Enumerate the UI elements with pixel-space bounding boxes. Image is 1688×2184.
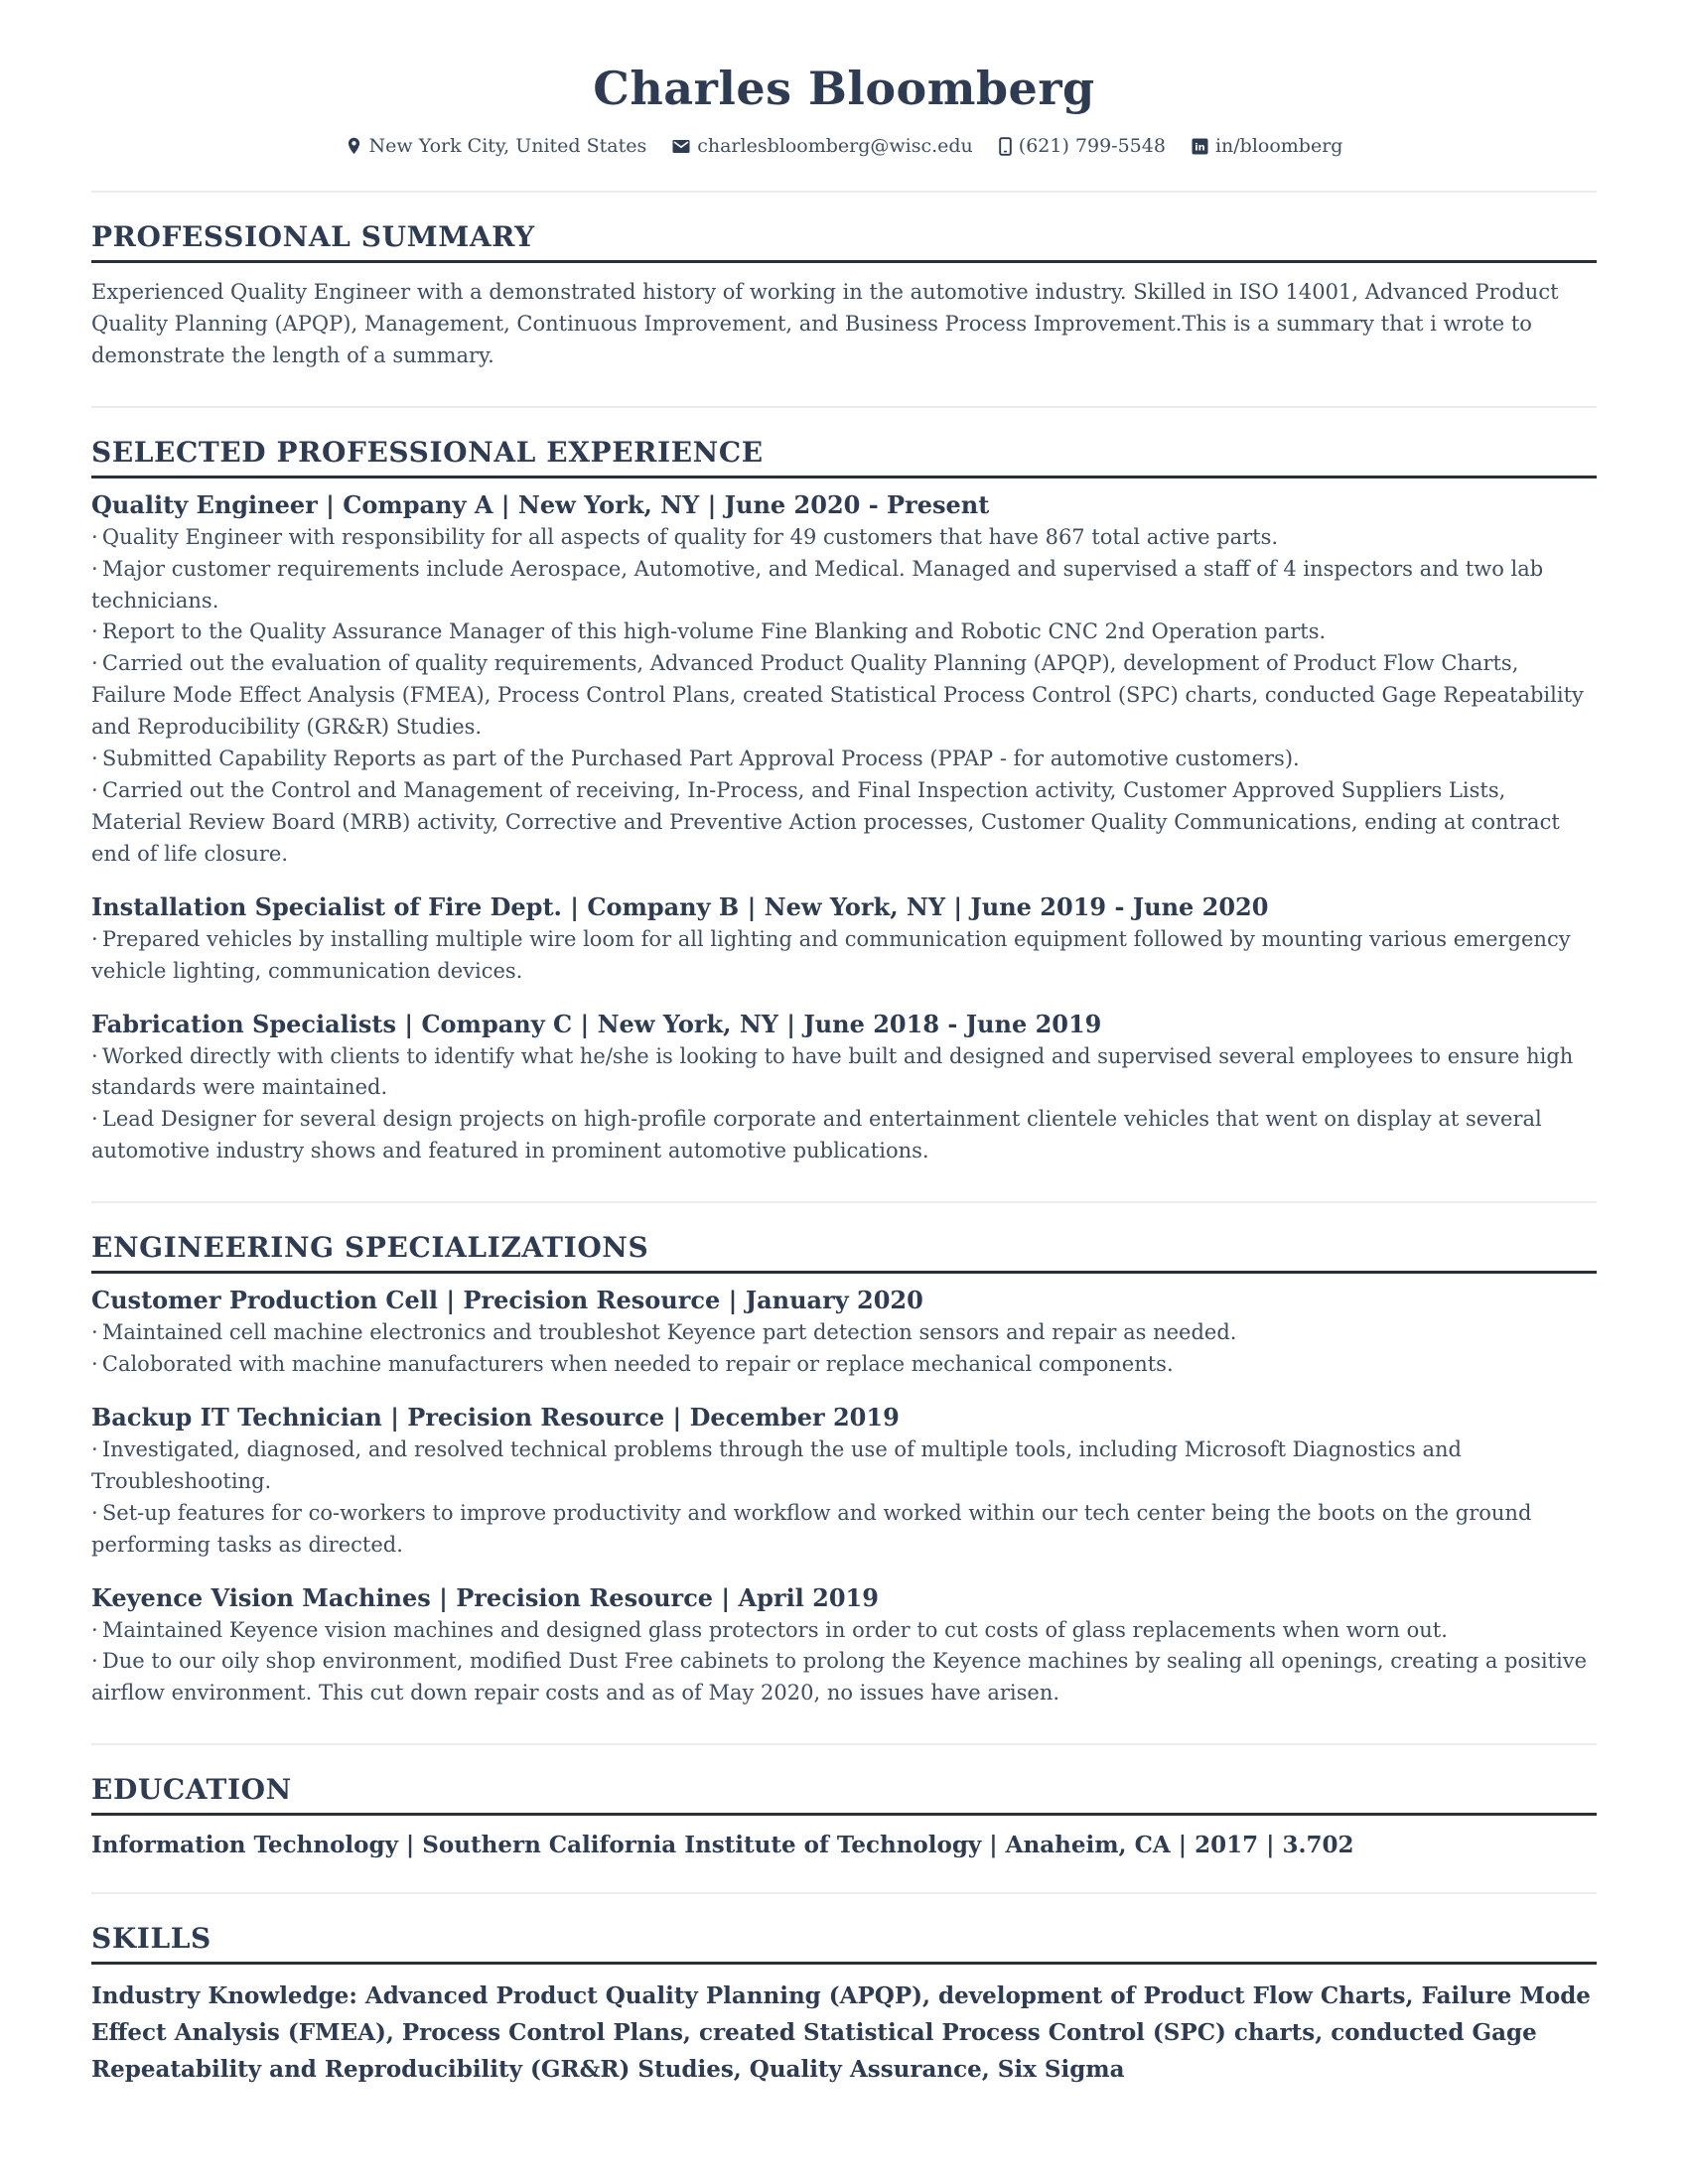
summary-text: Experienced Quality Engineer with a demonstrated history of working in the automotive industry. Skilled in ISO 14001, Advanced Product Quality Planning (APQP), Management, Continuous Improvement, and Business Process Improvement.This is a summary that i wrote to demonstrate the length of a summary. [91,280,1559,367]
contact-linkedin [1192,135,1343,157]
specialization-bullets [91,1615,1597,1710]
specialization-title: Backup IT Technician | Precision Resource | December 2019 [91,1402,900,1432]
section-professional-summary [91,191,1597,372]
specialization-entry [91,1403,1597,1562]
contact-row [91,135,1597,157]
job-bullets [91,1041,1597,1168]
phone-icon [999,137,1012,156]
person-name: Charles Bloomberg [593,62,1095,115]
job-bullet: · Quality Engineer with responsibility for all aspects of quality for 49 customers that have 867 total active parts. [91,522,1597,554]
specialization-bullet: · Set-up features for co-workers to improve productivity and workflow and worked within our tech center being the boots on the ground performing tasks as directed. [91,1498,1597,1562]
job-bullet: · Prepared vehicles by installing multiple wire loom for all lighting and communication equipment followed by mounting various emergency vehicle lighting, communication devices. [91,924,1597,988]
job-entry [91,490,1597,871]
contact-phone [999,135,1166,157]
section-education [91,1743,1597,1858]
contact-location-text: New York City, United States [368,135,647,157]
job-bullet: · Carried out the evaluation of quality requirements, Advanced Product Quality Planning (APQP), development of Product Flow Charts, Failure Mode Effect Analysis (FMEA), Process Control Plans, created Statistical Process Control (SPC) charts, conducted Gage Repeatability and Reproducibility (GR&R) Studies. [91,648,1597,744]
section-title-professional-summary: PROFESSIONAL SUMMARY [91,220,1597,263]
contact-location [346,135,647,157]
specialization-title: Customer Production Cell | Precision Resource | January 2020 [91,1286,923,1315]
section-title-experience: SELECTED PROFESSIONAL EXPERIENCE [91,436,1597,478]
job-bullet: · Report to the Quality Assurance Manager of this high-volume Fine Blanking and Robotic CNC 2nd Operation parts. [91,616,1597,648]
svg-text:in: in [1195,141,1205,153]
specialization-bullet: · Maintained Keyence vision machines and designed glass protectors in order to cut costs of glass replacements when worn out. [91,1615,1597,1647]
specialization-bullets [91,1317,1597,1381]
job-bullet: · Carried out the Control and Management of receiving, In-Process, and Final Inspection activity, Customer Approved Suppliers Lists, Material Review Board (MRB) activity, Corrective and Preventive Action processes, Customer Quality Communications, ending at contract end of life closure. [91,775,1597,871]
contact-phone-text: (621) 799-5548 [1018,135,1166,157]
job-bullet: · Submitted Capability Reports as part of the Purchased Part Approval Process (PPAP - for automotive customers). [91,744,1597,775]
specialization-entry [91,1583,1597,1710]
section-divider [91,1201,1597,1203]
education-line: Information Technology | Southern California Institute of Technology | Anaheim, CA | 2017 | 3.702 [91,1832,1354,1859]
section-divider [91,191,1597,193]
section-skills [91,1892,1597,2088]
email-icon [672,139,690,154]
specialization-entry [91,1286,1597,1381]
section-divider [91,1743,1597,1745]
job-bullets [91,924,1597,988]
contact-email-text: charlesbloomberg@wisc.edu [697,135,973,157]
section-divider [91,406,1597,408]
job-title: Fabrication Specialists | Company C | New York, NY | June 2018 - June 2019 [91,1009,1102,1038]
specialization-title: Keyence Vision Machines | Precision Resource | April 2019 [91,1582,879,1612]
job-bullet: · Worked directly with clients to identify what he/she is looking to have built and designed and supervised several employees to ensure high standards were maintained. [91,1041,1597,1105]
job-entry [91,1010,1597,1168]
job-title: Quality Engineer | Company A | New York, NY | June 2020 - Present [91,489,990,519]
job-bullets [91,522,1597,871]
section-title-skills: SKILLS [91,1922,1597,1965]
contact-email [672,135,973,157]
resume-header [91,62,1597,157]
section-divider [91,1892,1597,1894]
location-pin-icon [346,137,362,155]
job-bullet: · Lead Designer for several design projects on high-profile corporate and entertainment clientele vehicles that went on display at several automotive industry shows and featured in prominent automotive publications. [91,1104,1597,1167]
specialization-bullet: · Maintained cell machine electronics and troubleshot Keyence part detection sensors and repair as needed. [91,1317,1597,1349]
specialization-bullet: · Investigated, diagnosed, and resolved technical problems through the use of multiple tools, including Microsoft Diagnostics and Troubleshooting. [91,1434,1597,1498]
job-entry [91,892,1597,988]
specialization-bullet: · Caloborated with machine manufacturers when needed to repair or replace mechanical components. [91,1349,1597,1381]
linkedin-icon [1192,138,1208,155]
contact-linkedin-text: in/bloomberg [1214,135,1343,157]
section-engineering-specializations [91,1201,1597,1709]
specialization-bullets [91,1434,1597,1562]
section-experience [91,406,1597,1167]
section-title-education: EDUCATION [91,1773,1597,1816]
skills-text: Industry Knowledge: Advanced Product Quality Planning (APQP), development of Product Flow Charts, Failure Mode Effect Analysis (FMEA), Process Control Plans, created Statistical Process Control (SPC) charts, conducted Gage Repeatability and Reproducibility (GR&R) Studies, Quality Assurance, Six Sigma [91,1982,1591,2083]
specialization-bullet: · Due to our oily shop environment, modified Dust Free cabinets to prolong the Keyence machines by sealing all openings, creating a positive airflow environment. This cut down repair costs and as of May 2020, no issues have arisen. [91,1646,1597,1709]
job-bullet: · Major customer requirements include Aerospace, Automotive, and Medical. Managed and supervised a staff of 4 inspectors and two lab technicians. [91,554,1597,617]
job-title: Installation Specialist of Fire Dept. | Company B | New York, NY | June 2019 - June 2020 [91,891,1269,921]
section-title-engineering: ENGINEERING SPECIALIZATIONS [91,1231,1597,1274]
